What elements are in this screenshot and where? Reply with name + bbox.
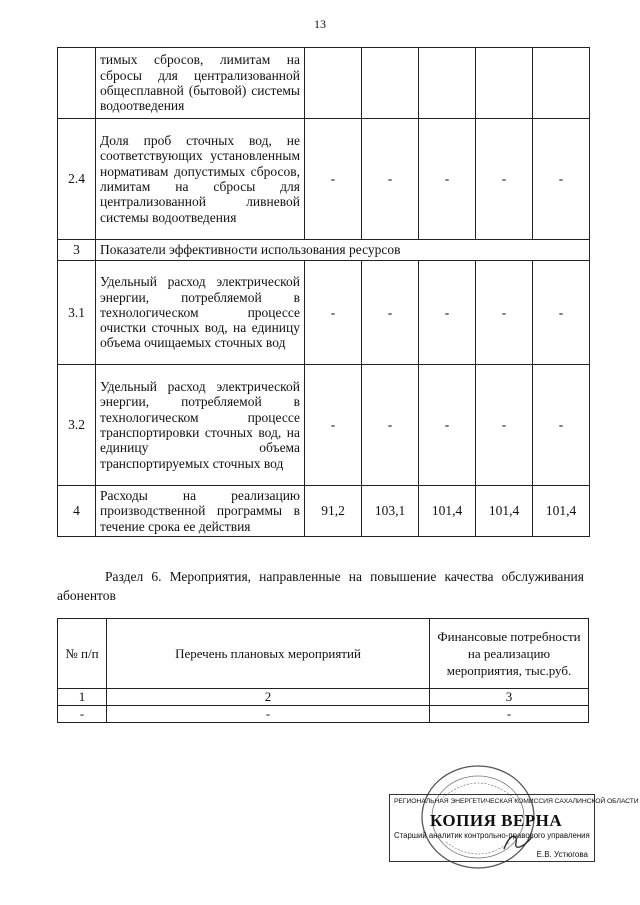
indicator-description: Удельный расход электрической энергии, потребляемой в технологическом процессе транспортировки сточных вод, на единицу объема транспортируемых сточных вод [96,365,305,486]
indicator-value: - [476,119,533,240]
indicator-value: - [362,365,419,486]
table-cell: 1 [58,689,107,706]
row-number: 4 [58,486,96,537]
page-number: 13 [314,17,326,31]
table-row [58,240,590,261]
table-index-row [58,689,589,706]
indicator-description: Доля проб сточных вод, не соответствующих установленным нормативам допустимых сбросов, лимитам на сбросы для централизованной ливневой системы водоотведения [96,119,305,240]
indicator-value: 101,4 [533,486,590,537]
indicator-value: 103,1 [362,486,419,537]
indicator-value: - [533,119,590,240]
stamp-organization: РЕГИОНАЛЬНАЯ ЭНЕРГЕТИЧЕСКАЯ КОМИССИЯ САХАЛИНСКОЙ ОБЛАСТИ [394,798,639,805]
header-measures-list: Перечень плановых мероприятий [107,619,430,689]
row-number: 3 [58,240,96,261]
indicator-value: - [476,365,533,486]
indicator-value: - [305,119,362,240]
indicator-value: - [419,365,476,486]
header-number: № п/п [58,619,107,689]
indicator-value [419,48,476,119]
indicator-value: 91,2 [305,486,362,537]
indicator-value [362,48,419,119]
indicator-value: - [305,365,362,486]
signature-icon [500,831,536,853]
indicator-value: - [533,365,590,486]
indicator-value: - [419,261,476,365]
indicators-table [57,47,590,537]
table-row [58,365,590,486]
table-row [58,486,590,537]
indicator-value [305,48,362,119]
row-number: 3.2 [58,365,96,486]
indicator-description: Расходы на реализацию производственной программы в течение срока ее действия [96,486,305,537]
table-cell: - [58,706,107,723]
indicator-value: - [476,261,533,365]
indicator-value: - [362,261,419,365]
indicator-value [476,48,533,119]
certified-copy-stamp [389,794,639,862]
section-6-heading: Раздел 6. Мероприятия, направленные на повышение качества обслуживания абонентов [57,569,584,603]
stamp-signer-name: Е.В. Устюгова [536,850,588,859]
indicator-value: - [362,119,419,240]
table-row [58,119,590,240]
indicator-description: Удельный расход электрической энергии, потребляемой в технологическом процессе очистки сточных вод, на единицу объема очищаемых сточных вод [96,261,305,365]
table-row [58,261,590,365]
section-title: Показатели эффективности использования ресурсов [96,240,590,261]
indicator-value: - [419,119,476,240]
table-row [58,706,589,723]
indicator-value: - [305,261,362,365]
indicator-value: 101,4 [419,486,476,537]
header-financial-needs: Финансовые потребности на реализацию мероприятия, тыс.руб. [430,619,589,689]
row-number [58,48,96,119]
indicator-description: тимых сбросов, лимитам на сбросы для централизованной общесплавной (бытовой) системы водоотведения [96,48,305,119]
indicator-value: - [533,261,590,365]
table-cell: - [430,706,589,723]
table-header-row [58,619,589,689]
table-row [58,48,590,119]
table-cell: - [107,706,430,723]
indicator-value: 101,4 [476,486,533,537]
row-number: 2.4 [58,119,96,240]
table-cell: 3 [430,689,589,706]
row-number: 3.1 [58,261,96,365]
stamp-position: Старший аналитик контрольно-правового управления [394,831,590,840]
stamp-title: КОПИЯ ВЕРНА [430,811,563,830]
measures-table [57,618,589,723]
indicator-value [533,48,590,119]
table-cell: 2 [107,689,430,706]
